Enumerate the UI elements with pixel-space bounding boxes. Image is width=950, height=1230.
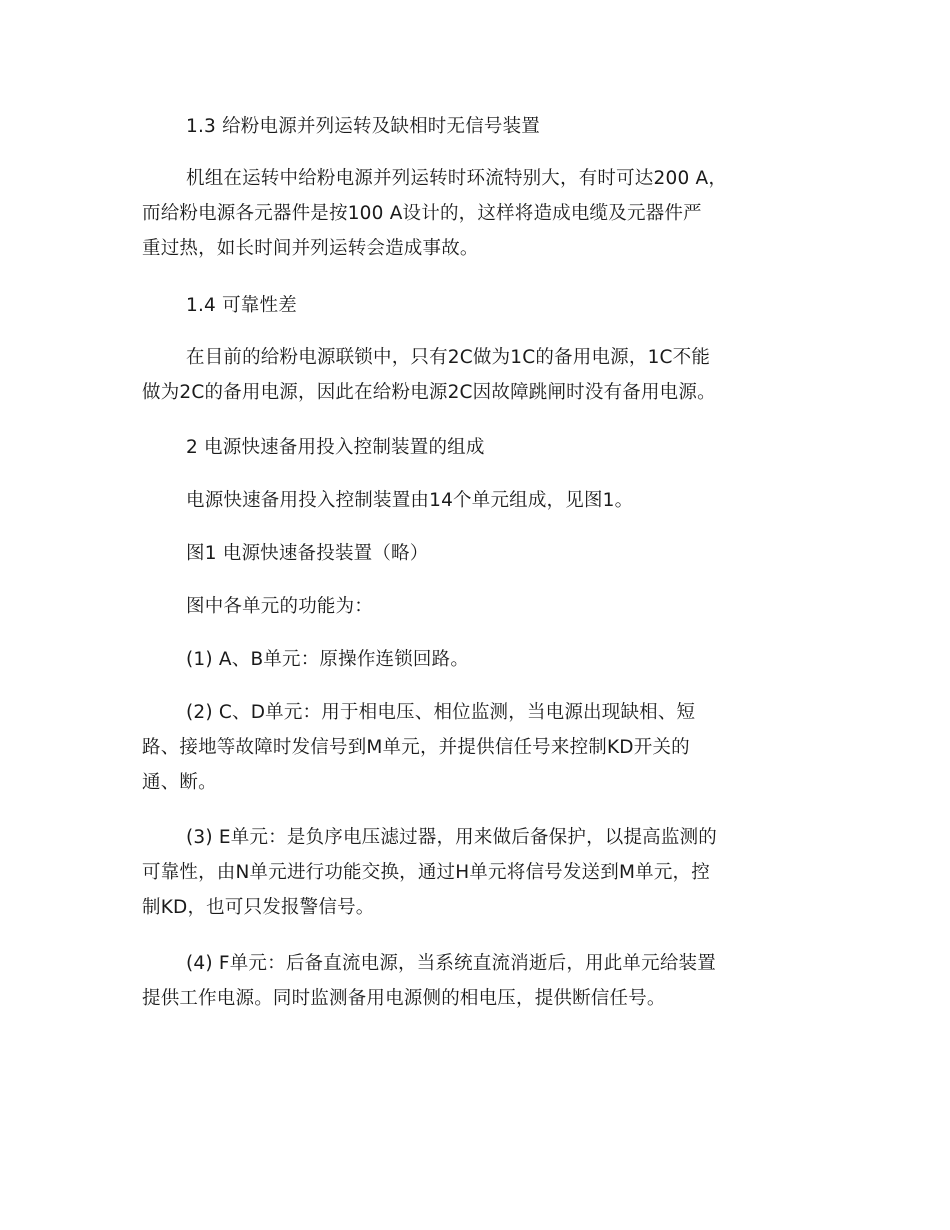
paragraph-parallel-operation: [142, 161, 810, 266]
paragraph-line: 路、接地等故障时发信号到M单元，并提供信任号来控制KD开关的: [142, 737, 690, 758]
section-heading-1-3: 1.3 给粉电源并列运转及缺相时无信号装置: [186, 116, 541, 137]
paragraph-line: 可靠性，由N单元进行功能交换，通过H单元将信号发送到M单元，控: [142, 862, 710, 883]
paragraph-line: 机组在运转中给粉电源并列运转时环流特别大，有时可达200 A，: [186, 168, 728, 189]
paragraph-line: 在目前的给粉电源联锁中，只有2C做为1C的备用电源，1C不能: [186, 347, 711, 368]
paragraph-line: 重过热，如长时间并列运转会造成事故。: [142, 238, 479, 259]
section-heading-2: 2 电源快速备用投入控制装置的组成: [186, 437, 485, 458]
paragraph-reliability: [142, 340, 810, 410]
paragraph-line: 通、断。: [142, 772, 217, 793]
paragraph-line: 制KD，也可只发报警信号。: [142, 897, 375, 918]
figure-caption: 图1 电源快速备投装置（略）: [186, 543, 429, 564]
paragraph-unit-functions: 图中各单元的功能为：: [186, 596, 374, 617]
paragraph-line: 做为2C的备用电源，因此在给粉电源2C因故障跳闸时没有备用电源。: [142, 382, 716, 403]
list-item-4: [142, 946, 810, 1016]
list-item-1: (1) A、B单元：原操作连锁回路。: [186, 649, 470, 670]
paragraph-line: (4) F单元：后备直流电源，当系统直流消逝后，用此单元给装置: [186, 953, 716, 974]
list-item-3: [142, 820, 810, 925]
paragraph-composition: 电源快速备用投入控制装置由14个单元组成，见图1。: [186, 490, 634, 511]
paragraph-line: 而给粉电源各元器件是按100 A设计的，这样将造成电缆及元器件严: [142, 203, 702, 224]
paragraph-line: 提供工作电源。同时监测备用电源侧的相电压，提供断信任号。: [142, 988, 666, 1009]
paragraph-line: (2) C、D单元：用于相电压、相位监测，当电源出现缺相、短: [186, 702, 696, 723]
list-item-2: [142, 695, 810, 800]
paragraph-line: (3) E单元：是负序电压滤过器，用来做后备保护，以提高监测的: [186, 827, 717, 848]
section-heading-1-4: 1.4 可靠性差: [186, 295, 297, 316]
